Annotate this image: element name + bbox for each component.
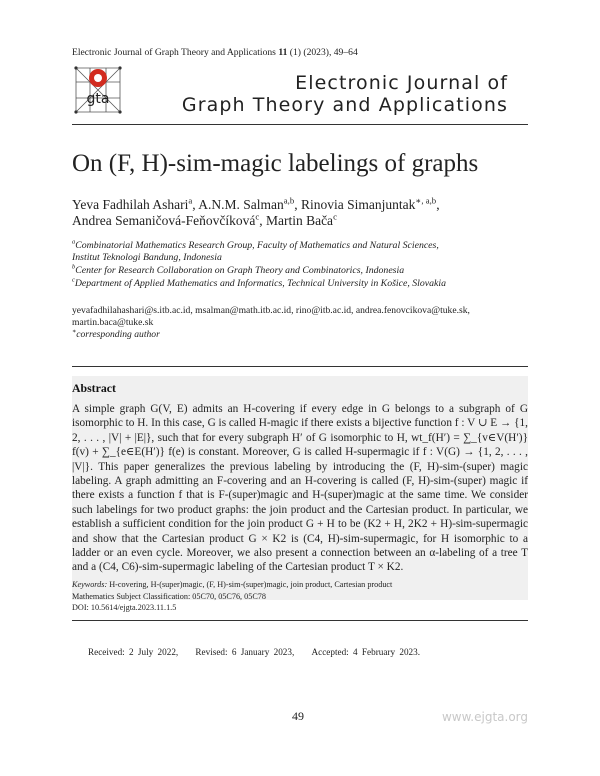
author: Martin Bača [265, 213, 334, 228]
paper-title: On (F, H)-sim-magic labelings of graphs [72, 150, 479, 177]
received-date: Received: 2 July 2022, [88, 647, 179, 657]
journal-website[interactable]: www.ejgta.org [441, 710, 528, 724]
author: Rinovia Simanjuntak [301, 197, 416, 212]
abstract-top-divider [72, 366, 528, 367]
author-sup: a [188, 195, 193, 206]
citation-journal: Electronic Journal of Graph Theory and Applications [72, 47, 276, 58]
author-list: Yeva Fadhilah Ashari$^a$, A.N.M. Salman$^{a,b}$, Rinovia Simanjuntak$^{∗, a,b}$, Andrea Semaničová-Feňovčíková$^c$, Martin Bača$^c$ [72, 195, 440, 228]
citation-issue-year-pages: (1) (2023), 49–64 [289, 47, 358, 58]
revised-date: Revised: 6 January 2023, [195, 647, 295, 657]
running-header [72, 47, 358, 58]
logo-text: gta [86, 91, 110, 107]
author: Andrea Semaničová-Feňovčíková [72, 213, 256, 228]
submission-dates [88, 647, 420, 657]
msc-classification: Mathematics Subject Classification: 05C70, 05C76, 05C78 [72, 592, 266, 601]
journal-title [182, 72, 508, 116]
author-sup: c [255, 211, 260, 222]
ejgta-logo-icon [72, 64, 124, 116]
author-sup: a,b [283, 195, 295, 206]
author-sup: ∗, a,b [415, 195, 437, 206]
affiliation-a: $^a$Combinatorial Mathematics Research Group, Faculty of Mathematics and Natural Sciences, Institut Teknologi Bandung, Indonesia [72, 238, 439, 263]
abstract-body: A simple graph G(V, E) admits an H-covering if every edge in G belongs to a subgraph of G isomorphic to H. In this case, G is called H-magic if there exists a bijective function f : V ∪ E → {1, 2, . . . , |V| + |E|}, such that for every subgraph H′ of G isomorphic to H, wt_f(H′) = ∑_{v∈V(H′)} f(v) + ∑_{e∈E(H′)} f(e) is constant. Moreover, G is called H-supermagic if f : V(G) → {1, 2, . . . , |V|}. This paper generalizes the previous labeling by introducing the (F, H)-sim-(super) magic labeling. A graph admitting an F-covering and an H-covering is called (F, H)-sim-(super) magic if there exists a function f that is F-(super)magic and H-(super)magic at the same time. We consider such labelings for two product graphs: the join product and the Cartesian product. In particular, we establish a sufficient condition for the join product G + H to be (K2 + H, 2K2 + H)-sim-supermagic and show that the Cartesian product G × K2 is (C4, H)-sim-supermagic, for H isomorphic to a ladder or an even cycle. Moreover, we also present a connection between an α-labeling of a tree T and a (C4, C6)-sim-supermagic labeling of the Cartesian product T × K2. [72, 403, 528, 574]
doi: DOI: 10.5614/ejgta.2023.11.1.5 [72, 603, 177, 612]
abstract-bottom-divider [72, 620, 528, 621]
keywords: Keywords: H-covering, H-(super)magic, (F, H)-sim-(super)magic, join product, Cartesian product [72, 580, 393, 589]
page-number: 49 [292, 709, 304, 723]
corresponding-note: ∗corresponding author [72, 327, 160, 340]
journal-title-line2: Graph Theory and Applications [181, 94, 508, 116]
citation-volume: 11 [278, 47, 288, 58]
journal-logo [72, 64, 124, 116]
author-emails: yevafadhilahashari@s.itb.ac.id, msalman@math.itb.ac.id, rino@itb.ac.id, andrea.fenovcikova@tuke.sk, martin.baca@tuke.sk [72, 305, 470, 328]
accepted-date: Accepted: 4 February 2023. [311, 647, 421, 657]
affiliation-c: $^c$Department of Applied Mathematics and Informatics, Technical University in Košice, Slovakia [72, 276, 446, 289]
author: Yeva Fadhilah Ashari [72, 197, 189, 212]
header-divider [72, 124, 528, 125]
author: A.N.M. Salman [198, 197, 284, 212]
abstract-heading: Abstract [72, 381, 116, 395]
affiliation-b: $^b$Center for Research Collaboration on Graph Theory and Combinatorics, Indonesia [72, 263, 405, 276]
journal-title-line1: Electronic Journal of [295, 72, 508, 94]
author-sup: c [333, 211, 337, 222]
